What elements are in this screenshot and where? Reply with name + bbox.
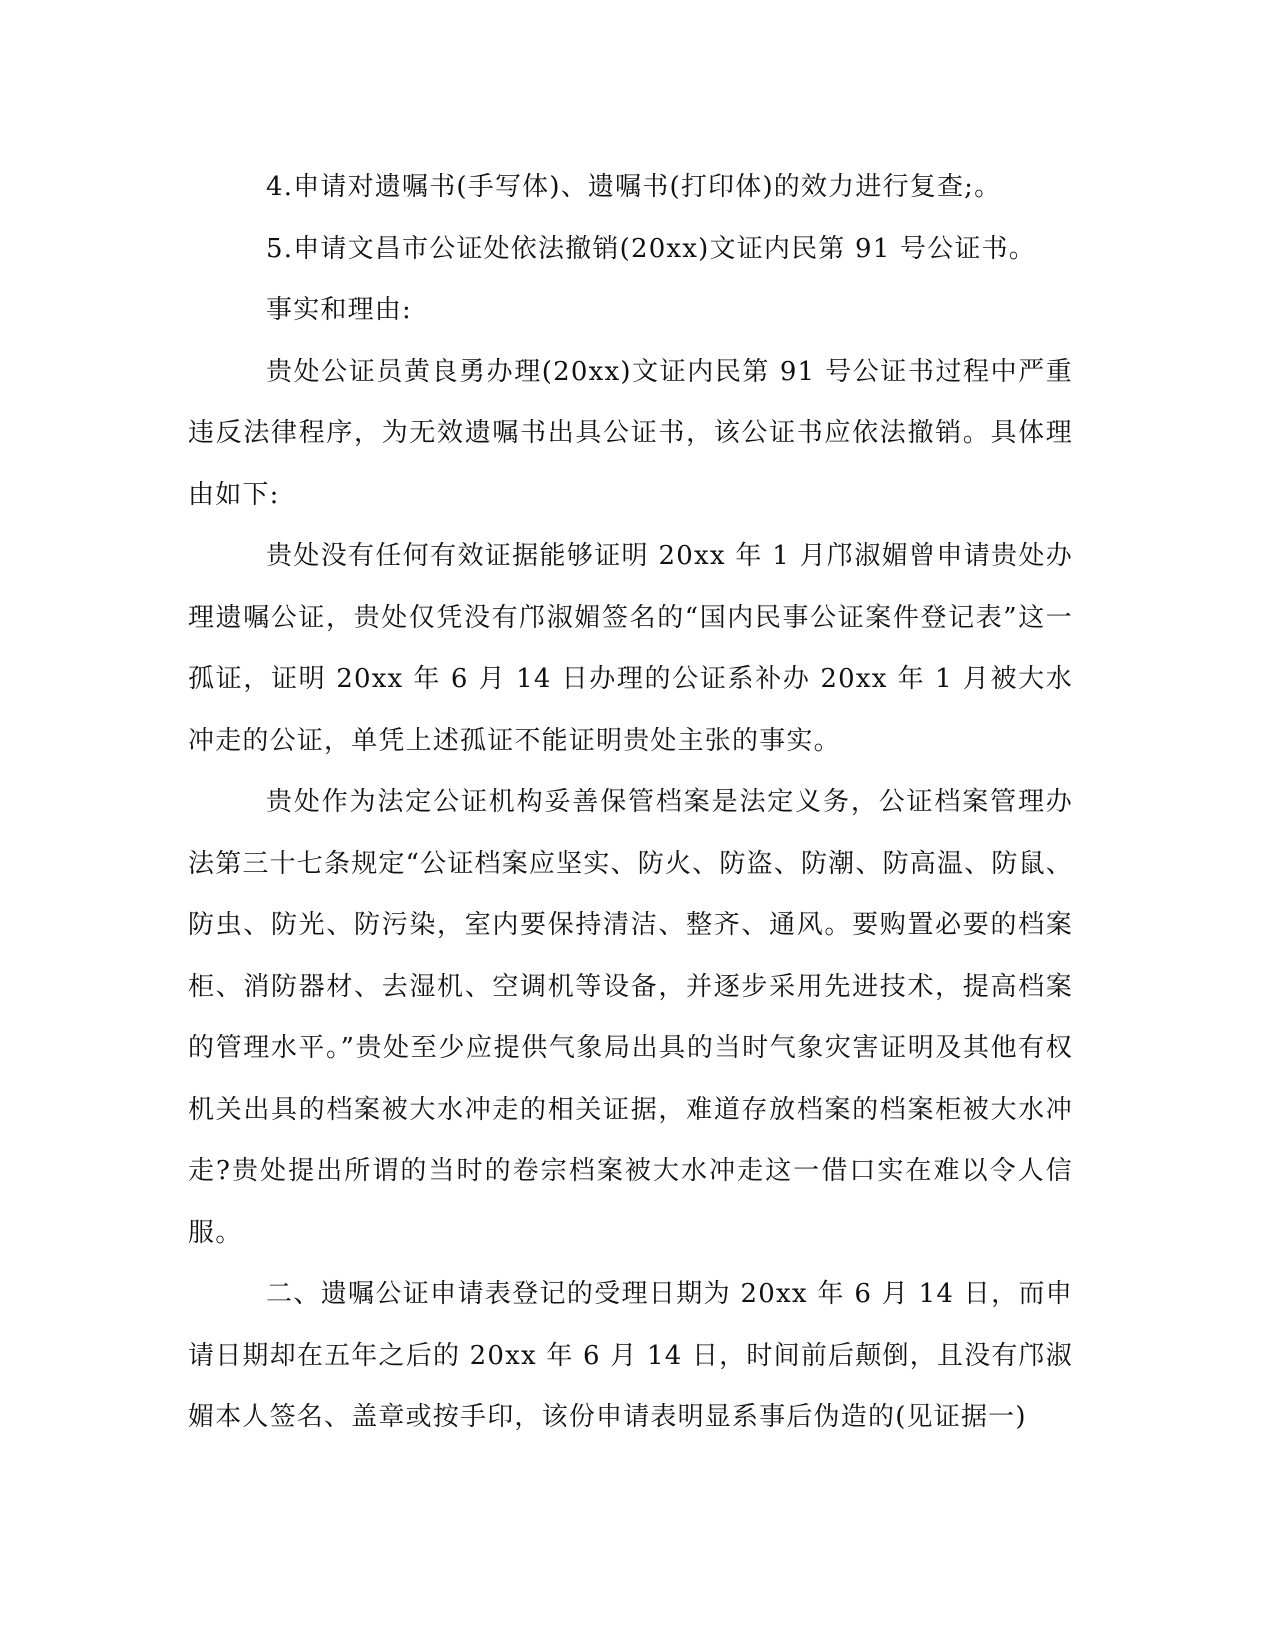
paragraph-archive-duty: 贵处作为法定公证机构妥善保管档案是法定义务，公证档案管理办法第三十七条规定“公证档案应坚实、防火、防盗、防潮、防高温、防鼠、防虫、防光、防污染，室内要保持清洁、整齐、通风。要购置必要的档案柜、消防器材、去湿机、空调机等设备，并逐步采用先进技术，提高档案的管理水平。”贵处至少应提供气象局出具的当时气象灾害证明及其他有权机关出具的档案被大水冲走的相关证据，难道存放档案的档案柜被大水冲走?贵处提出所谓的当时的卷宗档案被大水冲走这一借口实在难以令人信服。 (188, 787, 1073, 1248)
paragraph-summary: 贵处公证员黄良勇办理(20xx)文证内民第 91 号公证书过程中严重违反法律程序，为无效遗嘱书出具公证书，该公证书应依法撤销。具体理由如下: (188, 356, 1073, 510)
document-body (188, 157, 1073, 1449)
section-heading-facts-and-reasons: 事实和理由: (266, 295, 412, 325)
request-item-5: 5.申请文昌市公证处依法撤销(20xx)文证内民第 91 号公证书。 (266, 233, 1036, 264)
paragraph-evidence: 贵处没有任何有效证据能够证明 20xx 年 1 月邝淑媚曾申请贵处办理遗嘱公证，贵处仅凭没有邝淑媚签名的“国内民事公证案件登记表”这一孤证，证明 20xx 年 6 月 14 日办理的公证系补办 20xx 年 1 月被大水冲走的公证，单凭上述孤证不能证明贵处主张的事实。 (188, 541, 1073, 756)
paragraph-point-two: 二、遗嘱公证申请表登记的受理日期为 20xx 年 6 月 14 日，而申请日期却在五年之后的 20xx 年 6 月 14 日，时间前后颠倒，且没有邝淑媚本人签名、盖章或按手印，该份申请表明显系事后伪造的(见证据一) (188, 1279, 1073, 1432)
request-item-4: 4.申请对遗嘱书(手写体)、遗嘱书(打印体)的效力进行复查;。 (266, 172, 1002, 202)
